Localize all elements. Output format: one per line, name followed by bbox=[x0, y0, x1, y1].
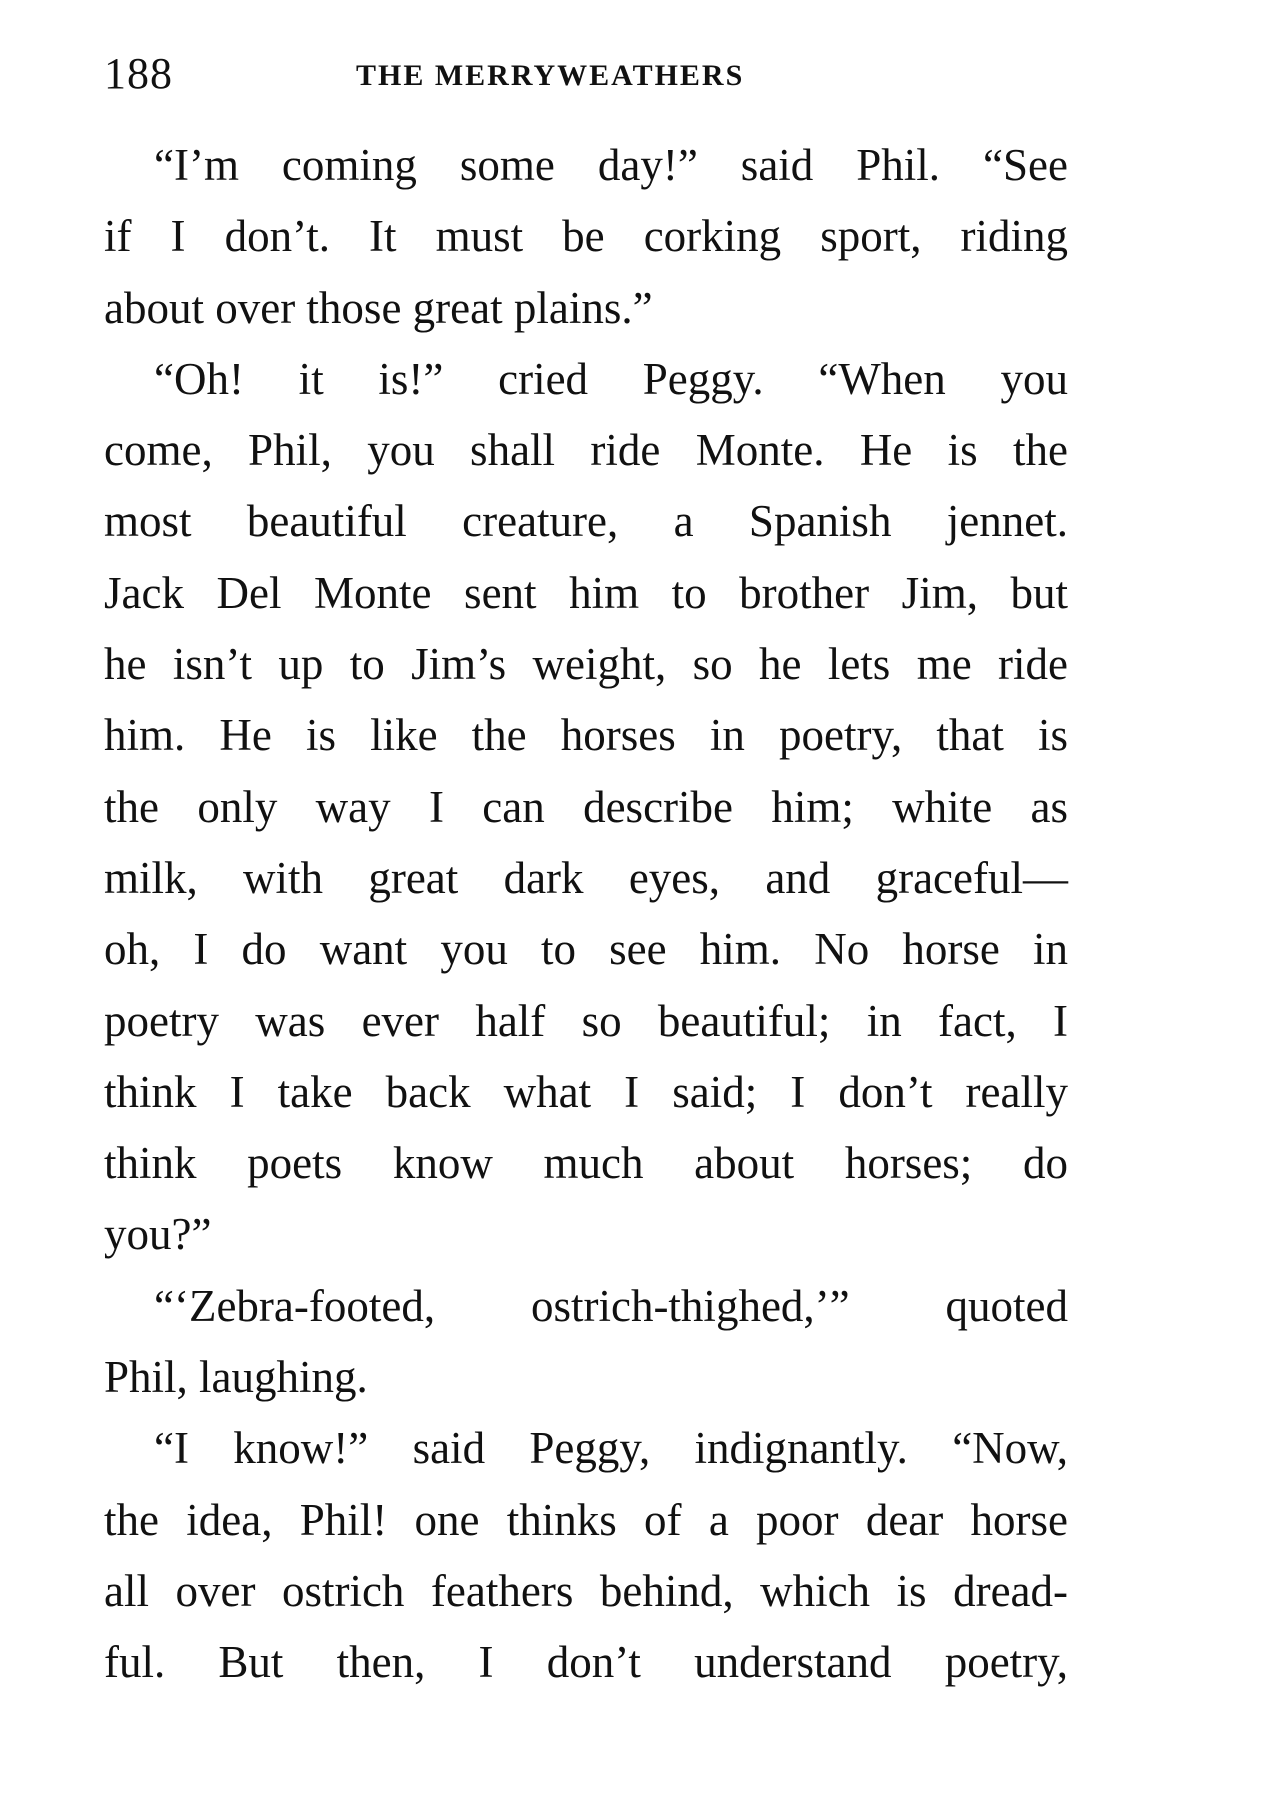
text-line: most beautiful creature, a Spanish jennet. bbox=[104, 496, 1068, 547]
text-line: you?” bbox=[104, 1209, 212, 1260]
text-line: him. He is like the horses in poetry, that is bbox=[104, 710, 1068, 761]
text-line: think I take back what I said; I don’t really bbox=[104, 1066, 1068, 1117]
text-line: Jack Del Monte sent him to brother Jim, but bbox=[104, 567, 1068, 618]
text-line: if I don’t. It must be corking sport, riding bbox=[104, 211, 1068, 262]
paragraph-peggy-monte bbox=[104, 344, 1068, 1271]
text-line: the idea, Phil! one thinks of a poor dear horse bbox=[104, 1494, 1068, 1545]
text-line: oh, I do want you to see him. No horse in bbox=[104, 924, 1068, 975]
page-number: 188 bbox=[104, 49, 173, 98]
text-line: “I’m coming some day!” said Phil. “See bbox=[154, 140, 1068, 190]
text-line: Phil, laughing. bbox=[104, 1352, 368, 1403]
text-line: poetry was ever half so beautiful; in fact, I bbox=[104, 995, 1068, 1046]
paragraph-peggy-indignant bbox=[104, 1413, 1068, 1698]
running-head bbox=[104, 44, 1068, 104]
text-line: he isn’t up to Jim’s weight, so he lets me ride bbox=[104, 639, 1068, 690]
text-line: about over those great plains.” bbox=[104, 282, 653, 333]
text-line: “I know!” said Peggy, indignantly. “Now, bbox=[154, 1423, 1068, 1474]
body-text bbox=[104, 130, 1068, 1699]
text-line: “‘Zebra-footed, ostrich-thighed,’” quoted bbox=[154, 1280, 1068, 1331]
paragraph-phil-coming bbox=[104, 130, 1068, 344]
paragraph-zebra-quote bbox=[104, 1271, 1068, 1414]
text-line: think poets know much about horses; do bbox=[104, 1138, 1068, 1189]
text-line: “Oh! it is!” cried Peggy. “When you bbox=[154, 353, 1068, 404]
text-line: milk, with great dark eyes, and graceful— bbox=[104, 852, 1068, 903]
text-line: the only way I can describe him; white as bbox=[104, 781, 1068, 832]
text-line: ful. But then, I don’t understand poetry, bbox=[104, 1637, 1068, 1688]
running-title: THE MERRYWEATHERS bbox=[356, 59, 745, 92]
text-line: all over ostrich feathers behind, which is dread- bbox=[104, 1565, 1068, 1616]
text-line: come, Phil, you shall ride Monte. He is the bbox=[104, 425, 1068, 476]
